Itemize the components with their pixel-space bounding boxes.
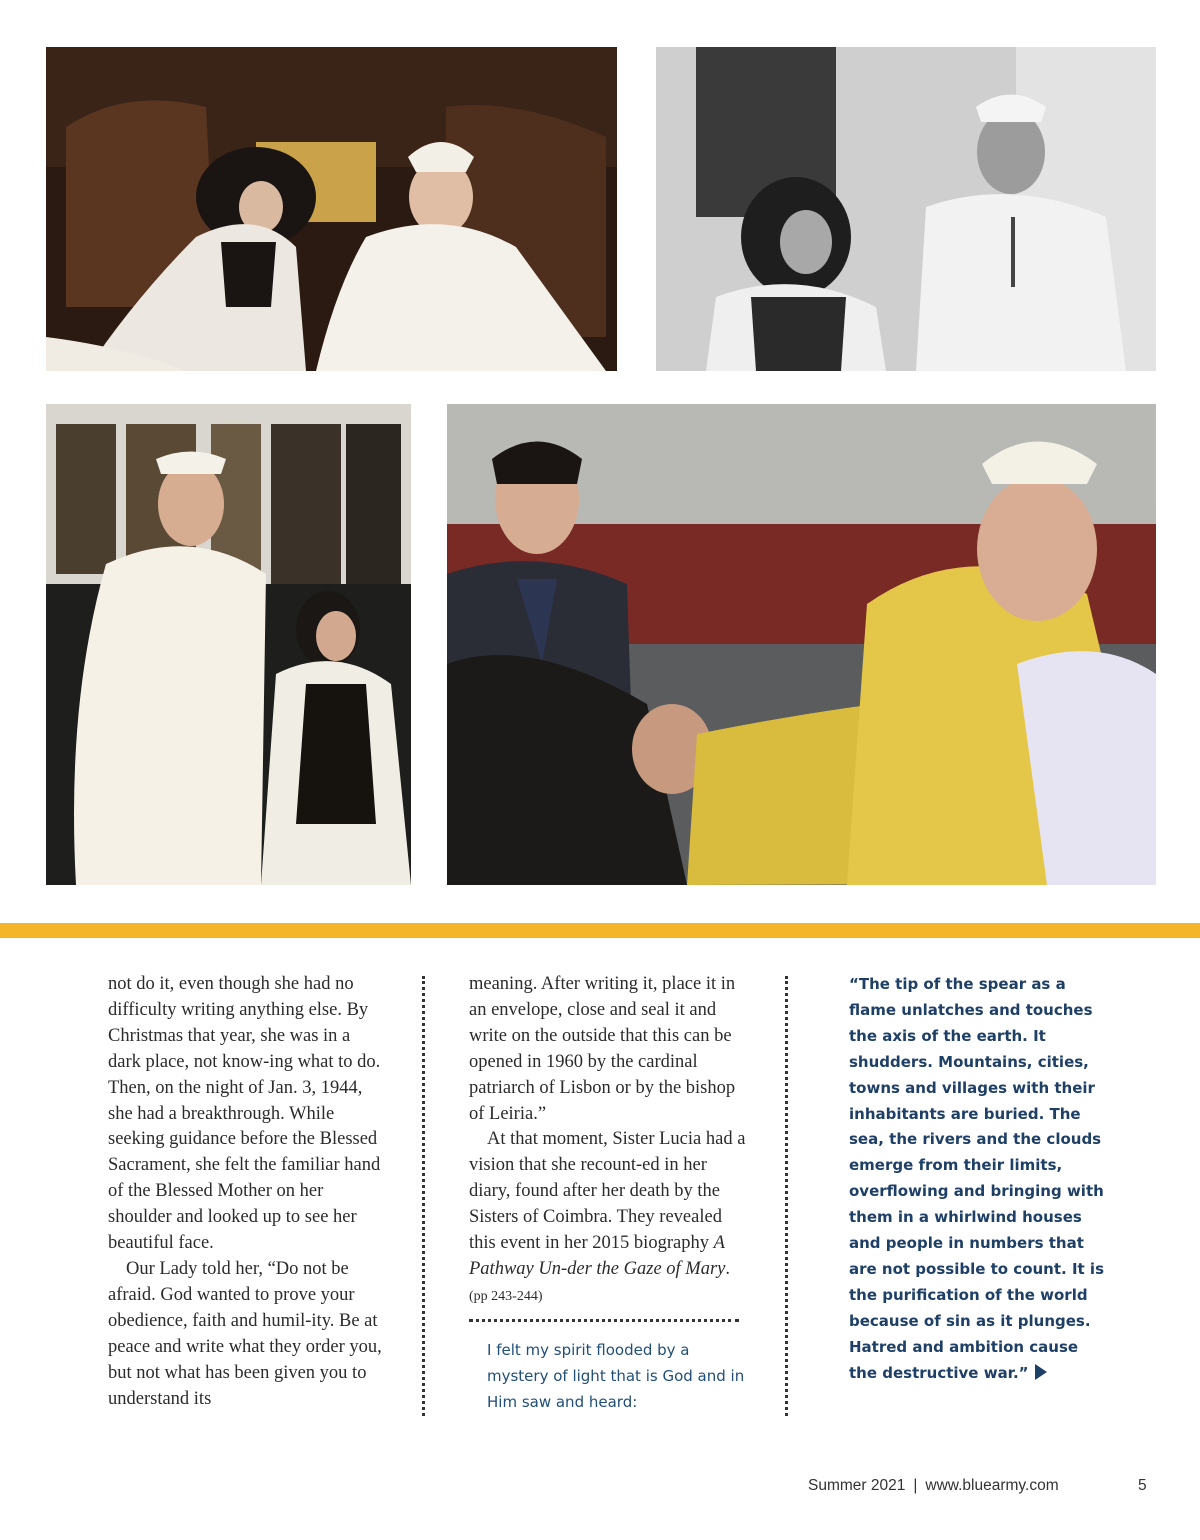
vision-separator bbox=[469, 1319, 739, 1322]
photo-nun-kissing-pope-hand bbox=[447, 404, 1156, 885]
column1-paragraph-1: not do it, even though she had no difficulty writing anything else. By Christmas that year, she was in a dark place, not know-ing what to do. Then, on the night of Jan. 3, 1944, she had a breakthrough. While seeking guidance before the Blessed Sacrament, she felt the familiar hand of the Blessed Mother on her shoulder and looked up to see her beautiful face. bbox=[108, 974, 381, 1254]
pull-quote bbox=[849, 972, 1104, 1387]
accent-rule-bar bbox=[0, 923, 1200, 938]
column2-paragraph-2 bbox=[469, 1127, 747, 1309]
pull-quote-text: “The tip of the spear as a flame unlatches and touches the axis of the earth. It shudders. Mountains, cities, towns and villages with their inhabitants are buried. The sea, the rivers and the clouds emerge from their limits, overflowing and bringing with them in a whirlwind houses and people in numbers that are not possible to count. It is the purification of the world because of sin as it plunges. Hatred and ambition cause the destructive war.” bbox=[849, 975, 1104, 1382]
column2-paragraph-2-text: At that moment, Sister Lucia had a vision that she recount-ed in her diary, found after her death by the Sisters of Coimbra. They revealed this event in her 2015 biography bbox=[469, 1129, 746, 1254]
issue-label: Summer 2021 bbox=[808, 1477, 906, 1494]
column1-paragraph-2: Our Lady told her, “Do not be afraid. God wanted to prove your obedience, faith and humil-ity. Be at peace and write what they order you, but not what has been given you to understand its bbox=[108, 1258, 382, 1409]
article-column-1 bbox=[108, 972, 383, 1412]
page-number: 5 bbox=[1138, 1477, 1147, 1494]
book-title: A Pathway Un-der the Gaze of Mary bbox=[469, 1233, 726, 1279]
continue-arrow-icon bbox=[1035, 1364, 1047, 1380]
footer-separator: | bbox=[913, 1477, 918, 1494]
book-title-period: . bbox=[725, 1258, 731, 1279]
column2-paragraph-1: meaning. After writing it, place it in an envelope, close and seal it and write on the outside that this can be opened in 1960 by the cardinal patriarch of Lisbon or by the bishop of Leiria.” bbox=[469, 974, 736, 1124]
vision-intro-text: I felt my spirit flooded by a mystery of light that is God and in Him saw and heard: bbox=[487, 1341, 745, 1411]
page-footer bbox=[808, 1477, 1059, 1495]
page-citation: (pp 243-244) bbox=[469, 1288, 543, 1304]
column-divider-1 bbox=[422, 976, 425, 1416]
photo-pope-and-nun-bw bbox=[656, 47, 1156, 371]
photo-pope-and-nun-seated bbox=[46, 47, 617, 371]
column-divider-2 bbox=[785, 976, 788, 1416]
photo-pope-standing-with-nun bbox=[46, 404, 411, 885]
article-column-2 bbox=[469, 972, 747, 1310]
website-label: www.bluearmy.com bbox=[925, 1477, 1059, 1494]
